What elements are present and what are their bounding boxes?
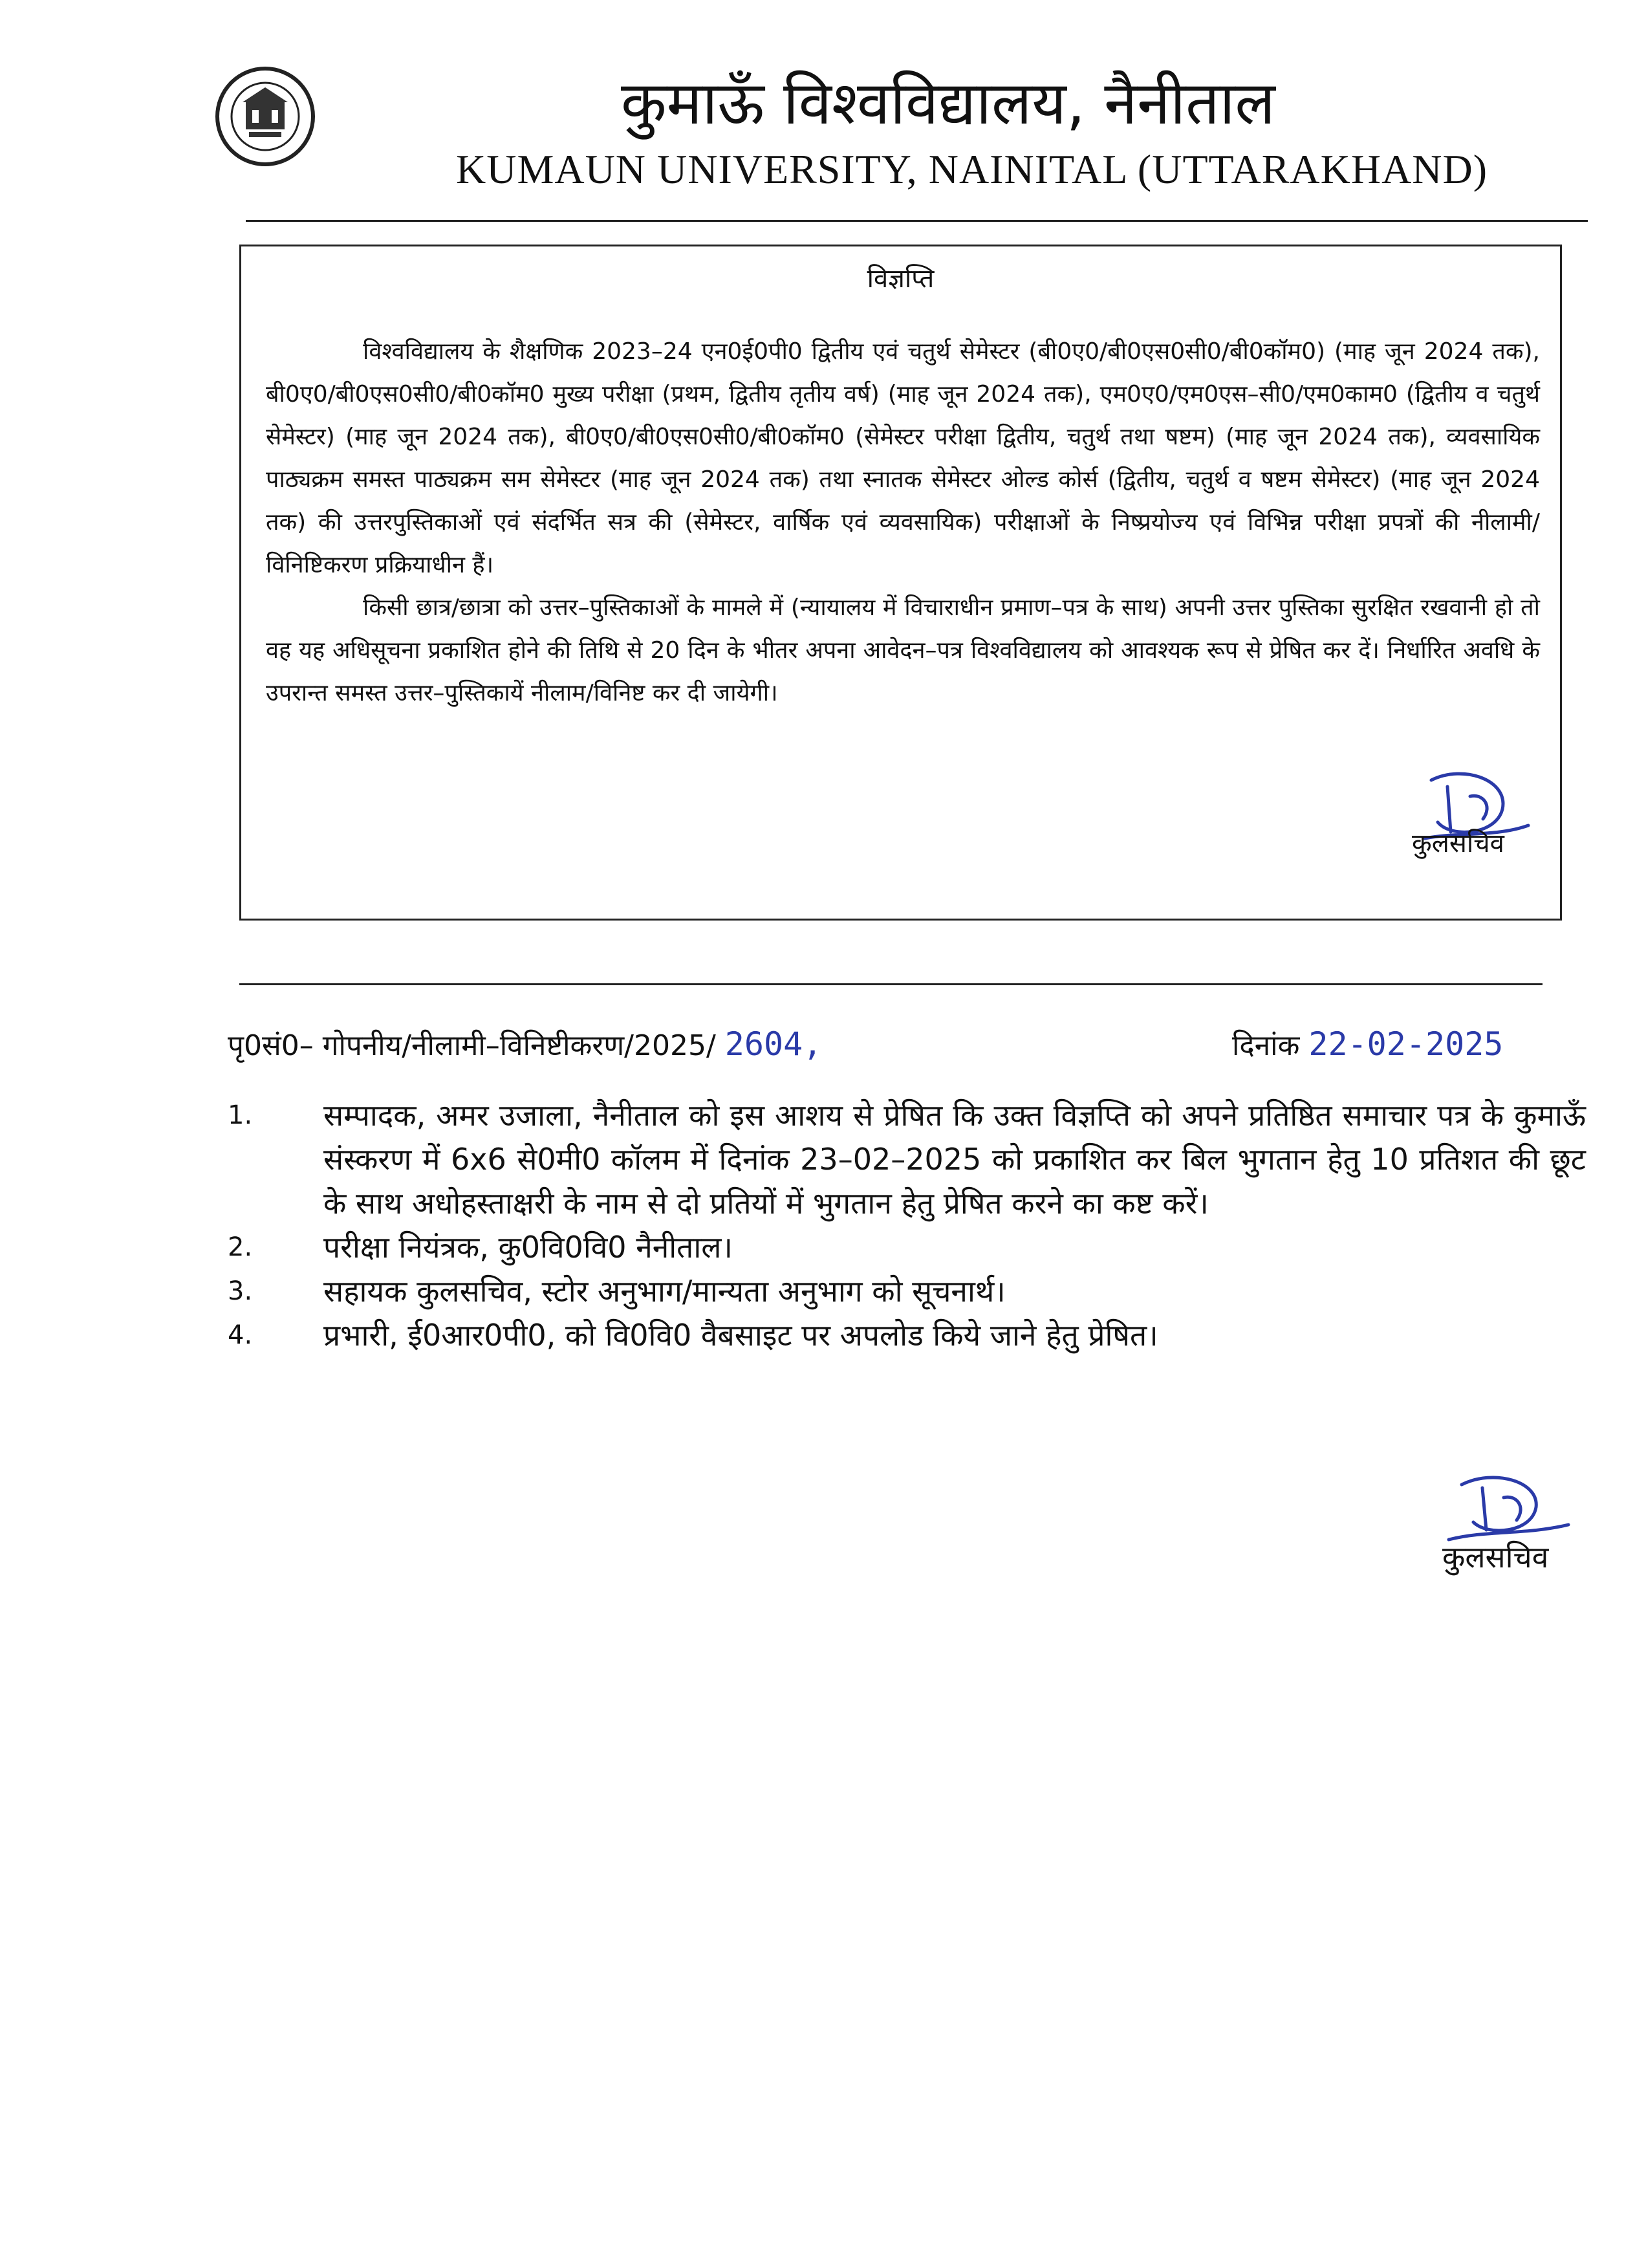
notice-body <box>266 331 1540 715</box>
list-item-text: सहायक कुलसचिव, स्टोर अनुभाग/मान्यता अनुभाग को सूचनार्थ। <box>323 1274 1006 1309</box>
university-seal-icon <box>213 65 317 168</box>
date-label: दिनांक <box>1232 1029 1300 1062</box>
list-item-number: 4. <box>228 1320 253 1350</box>
reference-prefix: पृ0सं0– गोपनीय/नीलामी–विनिष्टीकरण/2025/ <box>228 1029 716 1062</box>
list-item-number: 2. <box>228 1232 253 1262</box>
notice-box <box>239 245 1562 921</box>
list-item-number: 3. <box>228 1276 253 1306</box>
date-block <box>1232 1023 1503 1067</box>
reference-line <box>228 1023 822 1067</box>
list-item <box>228 1093 1586 1225</box>
list-item-text: सम्पादक, अमर उजाला, नैनीताल को इस आशय से प्रेषित कि उक्त विज्ञप्ति को अपने प्रतिष्ठित समाचार पत्र के कुमाऊँ संस्करण में 6x6 से0मी0 कॉलम में दिनांक 23–02–2025 को प्रकाशित कर बिल भुगतान हेतु 10 प्रतिशत की छूट के साथ अधोहस्ताक्षरी के नाम से दो प्रतियों में भुगतान हेतु प्रेषित करने का कष्ट करें। <box>323 1098 1586 1221</box>
header-divider <box>246 220 1588 222</box>
list-item <box>228 1269 1586 1313</box>
section-divider <box>239 983 1543 985</box>
list-item <box>228 1313 1586 1357</box>
list-item-number: 1. <box>228 1100 253 1130</box>
notice-signatory: कुलसचिव <box>1412 829 1504 858</box>
university-title-english: KUMAUN UNIVERSITY, NAINITAL (UTTARAKHAND) <box>456 146 1488 192</box>
notice-paragraph-1: विश्वविद्यालय के शैक्षणिक 2023–24 एन0ई0पी0 द्वितीय एवं चतुर्थ सेमेस्टर (बी0ए0/बी0एस0सी0/बी0कॉम0) (माह जून 2024 तक), बी0ए0/बी0एस0सी0/बी0कॉम0 मुख्य परीक्षा (प्रथम, द्वितीय तृतीय वर्ष) (माह जून 2024 तक), एम0ए0/एम0एस–सी0/एम0काम0 (द्वितीय व चतुर्थ सेमेस्टर) (माह जून 2024 तक), बी0ए0/बी0एस0सी0/बी0कॉम0 (सेमेस्टर परीक्षा द्वितीय, चतुर्थ तथा षष्टम) (माह जून 2024 तक), व्यवसायिक पाठ्यक्रम समस्त पाठ्यक्रम सम सेमेस्टर (माह जून 2024 तक) तथा स्नातक सेमेस्टर ओल्ड कोर्स (द्वितीय, चतुर्थ व षष्टम सेमेस्टर) (माह जून 2024 तक) की उत्तरपुस्तिकाओं एवं संदर्भित सत्र की (सेमेस्टर, वार्षिक एवं व्यवसायिक) परीक्षाओं के निष्प्रयोज्य एवं विभिन्न परीक्षा प्रपत्रों की नीलामी/विनिष्टिकरण प्रक्रियाधीन हैं। <box>266 338 1540 578</box>
footer-signatory: कुलसचिव <box>1442 1540 1549 1575</box>
list-item-text: प्रभारी, ई0आर0पी0, को वि0वि0 वैबसाइट पर अपलोड किये जाने हेतु प्रेषित। <box>323 1318 1158 1353</box>
distribution-list <box>228 1093 1586 1357</box>
notice-heading: विज्ञप्ति <box>867 264 935 294</box>
list-item <box>228 1225 1586 1269</box>
list-item-text: परीक्षा नियंत्रक, कु0वि0वि0 नैनीताल। <box>323 1230 733 1265</box>
reference-number: 2604, <box>724 1025 823 1063</box>
date-value: 22-02-2025 <box>1308 1025 1504 1063</box>
notice-paragraph-2: किसी छात्र/छात्रा को उत्तर–पुस्तिकाओं के मामले में (न्यायालय में विचाराधीन प्रमाण–पत्र के साथ) अपनी उत्तर पुस्तिका सुरक्षित रखवानी हो तो वह यह अधिसूचना प्रकाशित होने की तिथि से 20 दिन के भीतर अपना आवेदन–पत्र विश्वविद्यालय को आवश्यक रूप से प्रेषित कर दें। निर्धारित अवधि के उपरान्त समस्त उत्तर–पुस्तिकायें नीलाम/विनिष्ट कर दी जायेगी। <box>266 594 1540 706</box>
university-title-hindi: कुमाऊँ विश्वविद्यालय, नैनीताल <box>621 69 1275 138</box>
